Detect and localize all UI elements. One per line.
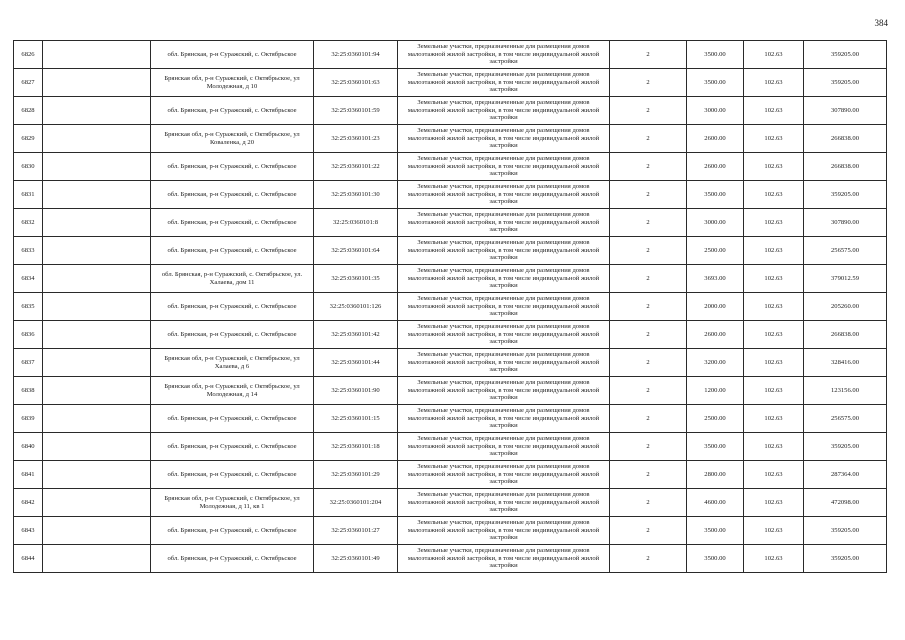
- address-cell: обл. Брянская, р-н Суражский, с. Октябрьское: [151, 293, 314, 321]
- area-cell: 2500.00: [687, 237, 744, 265]
- table-row: [14, 377, 887, 405]
- land-plots-table: [13, 40, 887, 573]
- row-number-cell: 6830: [14, 153, 43, 181]
- cadastral-number-cell: 32:25:0360101:90: [314, 377, 398, 405]
- group-cell: 2: [610, 461, 687, 489]
- table-row: [14, 97, 887, 125]
- cadastral-number-cell: 32:25:0360101:42: [314, 321, 398, 349]
- row-number-cell: 6843: [14, 517, 43, 545]
- empty-cell: [43, 545, 151, 573]
- group-cell: 2: [610, 377, 687, 405]
- group-cell: 2: [610, 41, 687, 69]
- empty-cell: [43, 377, 151, 405]
- permitted-use-cell: Земельные участки, предназначенные для размещения домов малоэтажной жилой застройки, в том числе индивидуальной жилой застройки: [398, 181, 610, 209]
- group-cell: 2: [610, 181, 687, 209]
- permitted-use-cell: Земельные участки, предназначенные для размещения домов малоэтажной жилой застройки, в том числе индивидуальной жилой застройки: [398, 517, 610, 545]
- group-cell: 2: [610, 97, 687, 125]
- cadastral-number-cell: 32:25:0360101:64: [314, 237, 398, 265]
- cadastral-number-cell: 32:25:0360101:59: [314, 97, 398, 125]
- cadastral-number-cell: 32:25:0360101:27: [314, 517, 398, 545]
- address-cell: обл. Брянская, р-н Суражский, с. Октябрьское: [151, 461, 314, 489]
- cadastral-value-cell: 379012.59: [804, 265, 887, 293]
- table-row: [14, 489, 887, 517]
- area-cell: 2600.00: [687, 153, 744, 181]
- permitted-use-cell: Земельные участки, предназначенные для размещения домов малоэтажной жилой застройки, в том числе индивидуальной жилой застройки: [398, 265, 610, 293]
- permitted-use-cell: Земельные участки, предназначенные для размещения домов малоэтажной жилой застройки, в том числе индивидуальной жилой застройки: [398, 461, 610, 489]
- table-row: [14, 321, 887, 349]
- row-number-cell: 6834: [14, 265, 43, 293]
- table-row: [14, 209, 887, 237]
- empty-cell: [43, 41, 151, 69]
- address-cell: обл. Брянская, р-н Суражский, с. Октябрьское: [151, 153, 314, 181]
- address-cell: обл. Брянская, р-н Суражский, с. Октябрьское: [151, 405, 314, 433]
- empty-cell: [43, 349, 151, 377]
- cadastral-number-cell: 32:25:0360101:63: [314, 69, 398, 97]
- permitted-use-cell: Земельные участки, предназначенные для размещения домов малоэтажной жилой застройки, в том числе индивидуальной жилой застройки: [398, 237, 610, 265]
- address-cell: Брянская обл, р-н Суражский, с Октябрьское, ул Халаева, д 6: [151, 349, 314, 377]
- permitted-use-cell: Земельные участки, предназначенные для размещения домов малоэтажной жилой застройки, в том числе индивидуальной жилой застройки: [398, 125, 610, 153]
- table-row: [14, 293, 887, 321]
- permitted-use-cell: Земельные участки, предназначенные для размещения домов малоэтажной жилой застройки, в том числе индивидуальной жилой застройки: [398, 377, 610, 405]
- table-row: [14, 349, 887, 377]
- group-cell: 2: [610, 293, 687, 321]
- cadastral-number-cell: 32:25:0360101:22: [314, 153, 398, 181]
- area-cell: 2500.00: [687, 405, 744, 433]
- group-cell: 2: [610, 125, 687, 153]
- area-cell: 3500.00: [687, 545, 744, 573]
- group-cell: 2: [610, 209, 687, 237]
- specific-value-cell: 102.63: [744, 377, 804, 405]
- address-cell: обл. Брянская, р-н Суражский, с. Октябрьское: [151, 209, 314, 237]
- cadastral-value-cell: 256575.00: [804, 237, 887, 265]
- row-number-cell: 6827: [14, 69, 43, 97]
- table-row: [14, 69, 887, 97]
- permitted-use-cell: Земельные участки, предназначенные для размещения домов малоэтажной жилой застройки, в том числе индивидуальной жилой застройки: [398, 293, 610, 321]
- cadastral-value-cell: 472098.00: [804, 489, 887, 517]
- empty-cell: [43, 125, 151, 153]
- group-cell: 2: [610, 69, 687, 97]
- specific-value-cell: 102.63: [744, 237, 804, 265]
- group-cell: 2: [610, 405, 687, 433]
- table-row: [14, 461, 887, 489]
- empty-cell: [43, 489, 151, 517]
- address-cell: обл. Брянская, р-н Суражский, с. Октябрьское: [151, 545, 314, 573]
- empty-cell: [43, 237, 151, 265]
- cadastral-number-cell: 32:25:0360101:44: [314, 349, 398, 377]
- specific-value-cell: 102.63: [744, 349, 804, 377]
- group-cell: 2: [610, 265, 687, 293]
- specific-value-cell: 102.63: [744, 293, 804, 321]
- row-number-cell: 6840: [14, 433, 43, 461]
- empty-cell: [43, 461, 151, 489]
- cadastral-number-cell: 32:25:0360101:49: [314, 545, 398, 573]
- table-row: [14, 125, 887, 153]
- address-cell: обл. Брянская, р-н Суражский, с. Октябрьское, ул. Халаева, дом 11: [151, 265, 314, 293]
- address-cell: обл. Брянская, р-н Суражский, с. Октябрьское: [151, 41, 314, 69]
- specific-value-cell: 102.63: [744, 517, 804, 545]
- empty-cell: [43, 293, 151, 321]
- specific-value-cell: 102.63: [744, 265, 804, 293]
- specific-value-cell: 102.63: [744, 405, 804, 433]
- group-cell: 2: [610, 489, 687, 517]
- address-cell: обл. Брянская, р-н Суражский, с. Октябрьское: [151, 181, 314, 209]
- cadastral-number-cell: 32:25:0360101:29: [314, 461, 398, 489]
- permitted-use-cell: Земельные участки, предназначенные для размещения домов малоэтажной жилой застройки, в том числе индивидуальной жилой застройки: [398, 153, 610, 181]
- specific-value-cell: 102.63: [744, 321, 804, 349]
- page-number: 384: [874, 18, 888, 28]
- permitted-use-cell: Земельные участки, предназначенные для размещения домов малоэтажной жилой застройки, в том числе индивидуальной жилой застройки: [398, 433, 610, 461]
- address-cell: Брянская обл, р-н Суражский, с Октябрьское, ул Коваленка, д 20: [151, 125, 314, 153]
- area-cell: 4600.00: [687, 489, 744, 517]
- table-row: [14, 41, 887, 69]
- specific-value-cell: 102.63: [744, 153, 804, 181]
- cadastral-number-cell: 32:25:0360101:15: [314, 405, 398, 433]
- cadastral-number-cell: 32:25:0360101:30: [314, 181, 398, 209]
- group-cell: 2: [610, 349, 687, 377]
- cadastral-value-cell: 205260.00: [804, 293, 887, 321]
- group-cell: 2: [610, 153, 687, 181]
- group-cell: 2: [610, 517, 687, 545]
- row-number-cell: 6835: [14, 293, 43, 321]
- empty-cell: [43, 321, 151, 349]
- specific-value-cell: 102.63: [744, 489, 804, 517]
- permitted-use-cell: Земельные участки, предназначенные для размещения домов малоэтажной жилой застройки, в том числе индивидуальной жилой застройки: [398, 405, 610, 433]
- specific-value-cell: 102.63: [744, 97, 804, 125]
- row-number-cell: 6844: [14, 545, 43, 573]
- specific-value-cell: 102.63: [744, 461, 804, 489]
- empty-cell: [43, 209, 151, 237]
- row-number-cell: 6838: [14, 377, 43, 405]
- cadastral-value-cell: 359205.00: [804, 41, 887, 69]
- cadastral-value-cell: 287364.00: [804, 461, 887, 489]
- group-cell: 2: [610, 545, 687, 573]
- empty-cell: [43, 69, 151, 97]
- cadastral-value-cell: 359205.00: [804, 181, 887, 209]
- row-number-cell: 6842: [14, 489, 43, 517]
- cadastral-value-cell: 123156.00: [804, 377, 887, 405]
- cadastral-value-cell: 266838.00: [804, 153, 887, 181]
- address-cell: Брянская обл, р-н Суражский, с Октябрьское, ул Молодежная, д 14: [151, 377, 314, 405]
- permitted-use-cell: Земельные участки, предназначенные для размещения домов малоэтажной жилой застройки, в том числе индивидуальной жилой застройки: [398, 545, 610, 573]
- row-number-cell: 6826: [14, 41, 43, 69]
- cadastral-number-cell: 32:25:0360101:8: [314, 209, 398, 237]
- cadastral-value-cell: 266838.00: [804, 321, 887, 349]
- row-number-cell: 6831: [14, 181, 43, 209]
- cadastral-value-cell: 359205.00: [804, 545, 887, 573]
- row-number-cell: 6841: [14, 461, 43, 489]
- cadastral-value-cell: 307890.00: [804, 97, 887, 125]
- area-cell: 2800.00: [687, 461, 744, 489]
- empty-cell: [43, 517, 151, 545]
- cadastral-value-cell: 266838.00: [804, 125, 887, 153]
- address-cell: Брянская обл, р-н Суражский, с Октябрьское, ул Молодежная, д 10: [151, 69, 314, 97]
- address-cell: обл. Брянская, р-н Суражский, с. Октябрьское: [151, 237, 314, 265]
- cadastral-number-cell: 32:25:0360101:204: [314, 489, 398, 517]
- table-row: [14, 545, 887, 573]
- empty-cell: [43, 405, 151, 433]
- table-body: [14, 41, 887, 573]
- area-cell: 2600.00: [687, 125, 744, 153]
- area-cell: 3500.00: [687, 41, 744, 69]
- row-number-cell: 6836: [14, 321, 43, 349]
- area-cell: 3500.00: [687, 433, 744, 461]
- specific-value-cell: 102.63: [744, 209, 804, 237]
- permitted-use-cell: Земельные участки, предназначенные для размещения домов малоэтажной жилой застройки, в том числе индивидуальной жилой застройки: [398, 321, 610, 349]
- permitted-use-cell: Земельные участки, предназначенные для размещения домов малоэтажной жилой застройки, в том числе индивидуальной жилой застройки: [398, 209, 610, 237]
- address-cell: обл. Брянская, р-н Суражский, с. Октябрьское: [151, 517, 314, 545]
- area-cell: 2000.00: [687, 293, 744, 321]
- empty-cell: [43, 181, 151, 209]
- empty-cell: [43, 97, 151, 125]
- cadastral-number-cell: 32:25:0360101:23: [314, 125, 398, 153]
- cadastral-number-cell: 32:25:0360101:126: [314, 293, 398, 321]
- cadastral-value-cell: 359205.00: [804, 433, 887, 461]
- area-cell: 1200.00: [687, 377, 744, 405]
- cadastral-value-cell: 328416.00: [804, 349, 887, 377]
- group-cell: 2: [610, 237, 687, 265]
- permitted-use-cell: Земельные участки, предназначенные для размещения домов малоэтажной жилой застройки, в том числе индивидуальной жилой застройки: [398, 349, 610, 377]
- specific-value-cell: 102.63: [744, 41, 804, 69]
- table-row: [14, 237, 887, 265]
- empty-cell: [43, 265, 151, 293]
- row-number-cell: 6828: [14, 97, 43, 125]
- table-row: [14, 181, 887, 209]
- table-row: [14, 517, 887, 545]
- empty-cell: [43, 433, 151, 461]
- area-cell: 3200.00: [687, 349, 744, 377]
- address-cell: обл. Брянская, р-н Суражский, с. Октябрьское: [151, 97, 314, 125]
- table-row: [14, 405, 887, 433]
- empty-cell: [43, 153, 151, 181]
- cadastral-number-cell: 32:25:0360101:18: [314, 433, 398, 461]
- specific-value-cell: 102.63: [744, 125, 804, 153]
- specific-value-cell: 102.63: [744, 545, 804, 573]
- address-cell: Брянская обл, р-н Суражский, с Октябрьское, ул Молодежная, д 11, кв 1: [151, 489, 314, 517]
- address-cell: обл. Брянская, р-н Суражский, с. Октябрьское: [151, 321, 314, 349]
- row-number-cell: 6833: [14, 237, 43, 265]
- group-cell: 2: [610, 321, 687, 349]
- row-number-cell: 6837: [14, 349, 43, 377]
- permitted-use-cell: Земельные участки, предназначенные для размещения домов малоэтажной жилой застройки, в том числе индивидуальной жилой застройки: [398, 69, 610, 97]
- cadastral-number-cell: 32:25:0360101:35: [314, 265, 398, 293]
- area-cell: 3500.00: [687, 69, 744, 97]
- table-row: [14, 265, 887, 293]
- specific-value-cell: 102.63: [744, 181, 804, 209]
- row-number-cell: 6839: [14, 405, 43, 433]
- area-cell: 3000.00: [687, 209, 744, 237]
- cadastral-number-cell: 32:25:0360101:94: [314, 41, 398, 69]
- permitted-use-cell: Земельные участки, предназначенные для размещения домов малоэтажной жилой застройки, в том числе индивидуальной жилой застройки: [398, 489, 610, 517]
- cadastral-value-cell: 307890.00: [804, 209, 887, 237]
- specific-value-cell: 102.63: [744, 69, 804, 97]
- area-cell: 3000.00: [687, 97, 744, 125]
- specific-value-cell: 102.63: [744, 433, 804, 461]
- area-cell: 3500.00: [687, 517, 744, 545]
- area-cell: 2600.00: [687, 321, 744, 349]
- cadastral-value-cell: 359205.00: [804, 69, 887, 97]
- permitted-use-cell: Земельные участки, предназначенные для размещения домов малоэтажной жилой застройки, в том числе индивидуальной жилой застройки: [398, 97, 610, 125]
- area-cell: 3500.00: [687, 181, 744, 209]
- group-cell: 2: [610, 433, 687, 461]
- cadastral-value-cell: 256575.00: [804, 405, 887, 433]
- permitted-use-cell: Земельные участки, предназначенные для размещения домов малоэтажной жилой застройки, в том числе индивидуальной жилой застройки: [398, 41, 610, 69]
- table-row: [14, 433, 887, 461]
- row-number-cell: 6832: [14, 209, 43, 237]
- row-number-cell: 6829: [14, 125, 43, 153]
- table-row: [14, 153, 887, 181]
- cadastral-value-cell: 359205.00: [804, 517, 887, 545]
- address-cell: обл. Брянская, р-н Суражский, с. Октябрьское: [151, 433, 314, 461]
- area-cell: 3693.00: [687, 265, 744, 293]
